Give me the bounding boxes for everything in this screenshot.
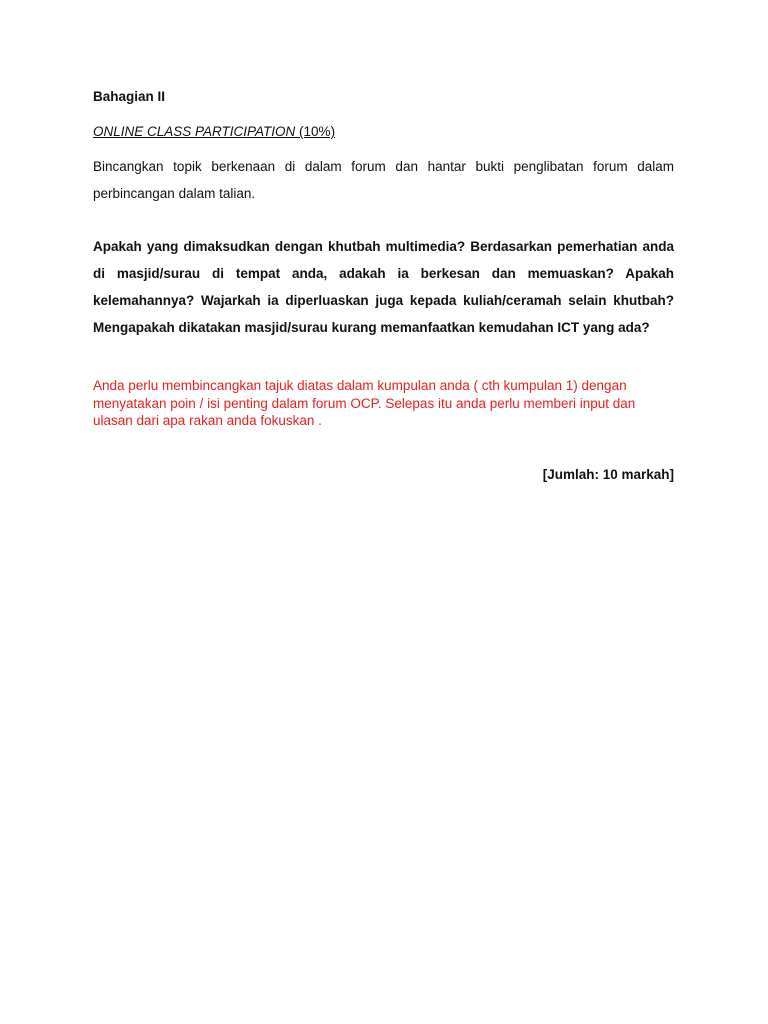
total-marks: [Jumlah: 10 markah] bbox=[542, 466, 674, 482]
section-title: Bahagian II bbox=[93, 89, 166, 104]
subtitle bbox=[93, 123, 674, 141]
intro-paragraph: Bincangkan topik berkenaan di dalam forum dan hantar bukti penglibatan forum dalam perbincangan dalam talian. bbox=[93, 159, 674, 201]
document-content bbox=[93, 88, 674, 484]
question-paragraph: Apakah yang dimaksudkan dengan khutbah multimedia? Berdasarkan pemerhatian anda di masjid/surau di tempat anda, adakah ia berkesan dan memuaskan? Apakah kelemahannya? Wajarkah ia diperluaskan juga kepada kuliah/ceramah selain khutbah? Mengapakah dikatakan masjid/surau kurang memanfaatkan kemudahan ICT yang ada? bbox=[93, 239, 674, 335]
subtitle-main: ONLINE CLASS PARTICIPATION bbox=[93, 124, 296, 139]
subtitle-weight: (10%) bbox=[295, 124, 336, 139]
instruction-paragraph: Anda perlu membincangkan tajuk diatas dalam kumpulan anda ( cth kumpulan 1) dengan menyatakan poin / isi penting dalam forum OCP. Selepas itu anda perlu memberi input dan ulasan dari apa rakan anda fokuskan . bbox=[93, 378, 636, 428]
